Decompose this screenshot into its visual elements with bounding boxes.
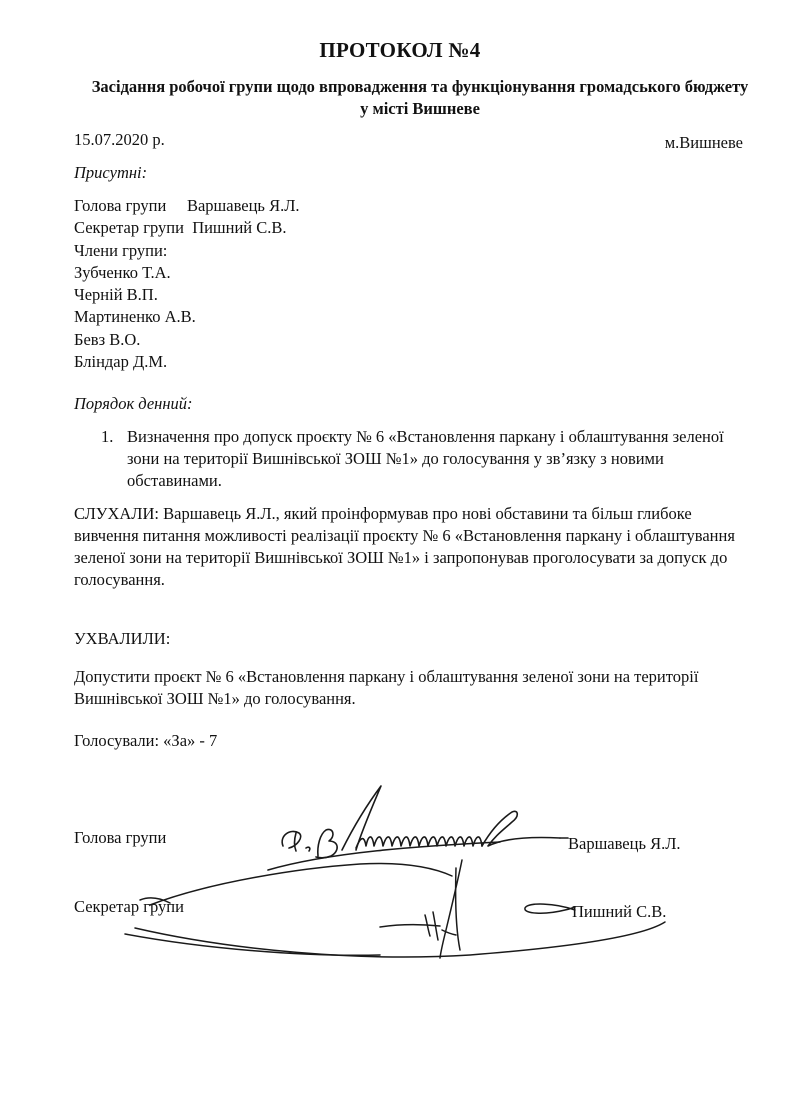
member-line: Черній В.П. bbox=[74, 285, 158, 305]
member-line: Мартиненко А.В. bbox=[74, 307, 196, 327]
meeting-date: 15.07.2020 р. bbox=[74, 130, 165, 149]
agenda-item-text: Визначення про допуск проєкту № 6 «Встановлення паркану і облаштування зеленої зони на території Вишнівської ЗОШ №1» до голосування у зв’язку з новими обставинами. bbox=[127, 427, 724, 490]
member-line: Зубченко Т.А. bbox=[74, 262, 171, 282]
members-list bbox=[74, 195, 300, 373]
document-subtitle: Засідання робочої групи щодо впровадження та функціонування громадського бюджету у місті Вишневе bbox=[91, 77, 749, 118]
member-line: Бевз В.О. bbox=[74, 329, 141, 349]
secretary-role-label: Секретар групи bbox=[74, 897, 184, 916]
heard-paragraph: СЛУХАЛИ: Варшавець Я.Л., який проінформував про нові обставини та більш глибоке вивчення питання можливості реалізації проєкту № 6 «Встановлення паркану і облаштування зеленої зони на території Вишнівської ЗОШ №1» і запропонував проголосувати за допуск до голосування. bbox=[74, 504, 735, 589]
member-line: Голова групи Варшавець Я.Л. bbox=[74, 196, 300, 215]
secretary-name: Пишний С.В. bbox=[572, 902, 667, 921]
member-line: Члени групи: bbox=[74, 240, 168, 260]
document-title: ПРОТОКОЛ №4 bbox=[319, 38, 481, 62]
agenda-item-number: 1. bbox=[101, 427, 114, 446]
agenda-heading: Порядок денний: bbox=[74, 394, 193, 413]
resolved-text: Допустити проєкт № 6 «Встановлення паркану і облаштування зеленої зони на території Вишнівської ЗОШ №1» до голосування. bbox=[74, 667, 699, 708]
present-heading: Присутні: bbox=[74, 163, 148, 182]
vote-result: Голосували: «За» - 7 bbox=[74, 731, 218, 750]
member-line: Секретар групи Пишний С.В. bbox=[74, 218, 287, 238]
handwritten-signature-chair-icon bbox=[268, 786, 568, 870]
chair-name: Варшавець Я.Л. bbox=[568, 834, 681, 853]
chair-role-label: Голова групи bbox=[74, 828, 167, 847]
resolved-heading: УХВАЛИЛИ: bbox=[74, 629, 171, 648]
meeting-place: м.Вишневе bbox=[664, 133, 743, 152]
member-line: Бліндар Д.М. bbox=[74, 352, 168, 372]
